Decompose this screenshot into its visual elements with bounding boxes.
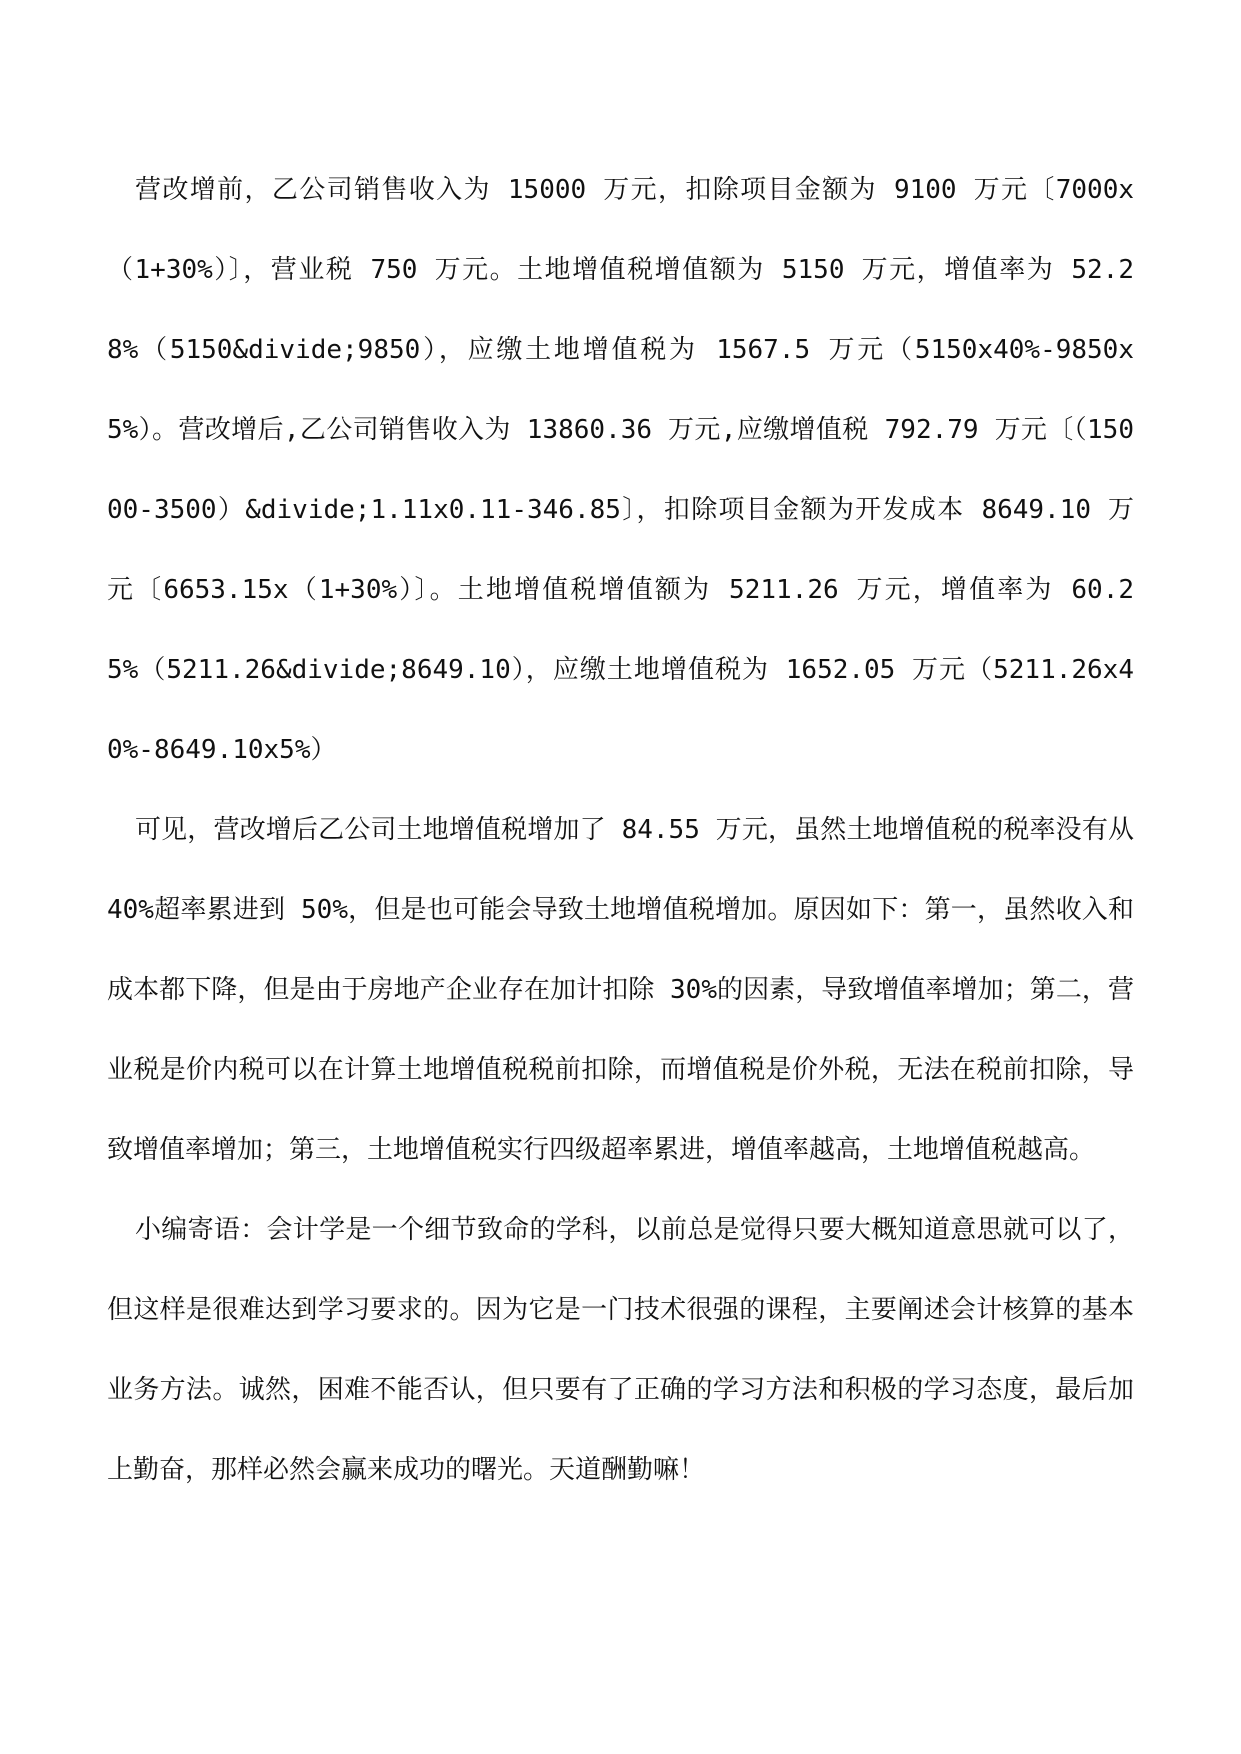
paragraph-editor-note: 小编寄语：会计学是一个细节致命的学科，以前总是觉得只要大概知道意思就可以了，但这样是很难达到学习要求的。因为它是一门技术很强的课程，主要阐述会计核算的基本业务方法。诚然，困难不能否认，但只要有了正确的学习方法和积极的学习态度，最后加上勤奋，那样必然会赢来成功的曙光。天道酬勤嘛！	[107, 1215, 1134, 1485]
document-body	[107, 150, 1134, 1510]
paragraph-tax-calculation: 营改增前，乙公司销售收入为 15000 万元，扣除项目金额为 9100 万元〔7000x（1+30%）〕，营业税 750 万元。土地增值税增值额为 5150 万元，增值率为 52.28%（5150&divide;9850），应缴土地增值税为 1567.5 万元（5150x40%-9850x5%）。营改增后,乙公司销售收入为 13860.36 万元,应缴增值税 792.79 万元〔（15000-3500）&divide;1.11x0.11-346.85〕，扣除项目金额为开发成本 8649.10 万元〔6653.15x（1+30%）〕。土地增值税增值额为 5211.26 万元，增值率为 60.25%（5211.26&divide;8649.10），应缴土地增值税为 1652.05 万元（5211.26x40%-8649.10x5%）	[107, 175, 1134, 765]
paragraph-analysis: 可见，营改增后乙公司土地增值税增加了 84.55 万元，虽然土地增值税的税率没有从 40%超率累进到 50%，但是也可能会导致土地增值税增加。原因如下：第一，虽然收入和成本都下降，但是由于房地产企业存在加计扣除 30%的因素，导致增值率增加；第二，营业税是价内税可以在计算土地增值税税前扣除，而增值税是价外税，无法在税前扣除，导致增值率增加；第三，土地增值税实行四级超率累进，增值率越高，土地增值税越高。	[107, 815, 1134, 1165]
